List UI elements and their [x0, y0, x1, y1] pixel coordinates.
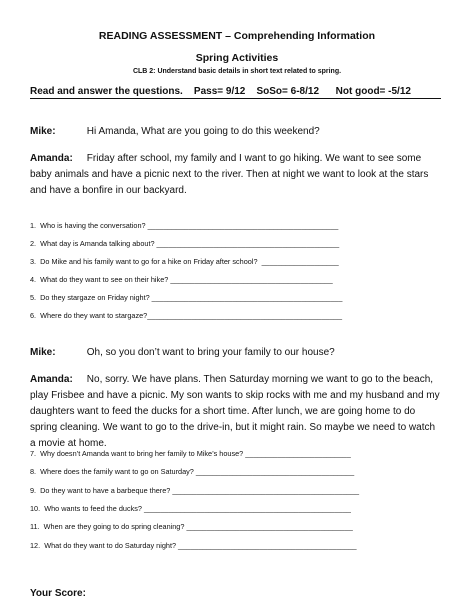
dialogue-text: No, sorry. We have plans. Then Saturday morning we want to go to the beach, play Frisbee and have a picnic. My son wants to skip rocks with me and my husband and my daughters want to feed the ducks for a short time. After lunch, we are going home to do spring cleaning. We want to go to the drive-in, but it might rain. So maybe we need to watch a movie at home. [30, 374, 440, 449]
dialogue-amanda-2 [30, 372, 442, 452]
speaker-label: Amanda: [30, 153, 73, 164]
dialogue-mike-1 [30, 124, 442, 140]
speaker-label: Mike: [30, 347, 56, 358]
dialogue-text: Friday after school, my family and I want to go hiking. We want to see some baby animals and have a picnic next to the river. Then at night we want to look at the stars and have a bonfire in our backyard. [30, 153, 429, 196]
instructions-line: Read and answer the questions. Pass= 9/12 SoSo= 6-8/12 Not good= -5/12 [30, 86, 441, 99]
dialogue-text: Hi Amanda, What are you going to do this weekend? [86, 126, 320, 137]
question-12: 12. What do they want to do Saturday night? ____________________________________________ [30, 541, 357, 550]
question-6: 6. Where do they want to stargaze?________________________________________________ [30, 311, 343, 320]
dialogue-text: Oh, so you don’t want to bring your family to our house? [86, 347, 335, 358]
question-11: 11. When are they going to do spring cleaning? _________________________________________ [30, 522, 353, 531]
question-5: 5. Do they stargaze on Friday night? _______________________________________________ [30, 293, 343, 302]
question-10: 10. Who wants to feed the ducks? ___________________________________________________ [30, 504, 351, 513]
question-2: 2. What day is Amanda talking about? _____________________________________________ [30, 239, 340, 248]
dialogue-amanda-1 [30, 151, 442, 199]
page-subtitle: Spring Activities [195, 52, 279, 64]
question-8: 8. Where does the family want to go on Saturday? _______________________________________ [30, 467, 355, 476]
page-title: READING ASSESSMENT – Comprehending Information [98, 30, 376, 42]
dialogue-mike-2 [30, 345, 442, 361]
score-label: Your Score: [30, 588, 86, 599]
question-4: 4. What do they want to see on their hike? ________________________________________ [30, 275, 333, 284]
question-3: 3. Do Mike and his family want to go for a hike on Friday after school? ___________________ [30, 257, 339, 266]
question-1: 1. Who is having the conversation? _______________________________________________ [30, 221, 339, 230]
question-9: 9. Do they want to have a barbeque there? ______________________________________________ [30, 486, 360, 495]
speaker-label: Amanda: [30, 374, 73, 385]
clb-objective: CLB 2: Understand basic details in short text related to spring. [132, 68, 342, 75]
speaker-label: Mike: [30, 126, 56, 137]
question-7: 7. Why doesn’t Amanda want to bring her family to Mike’s house? __________________________ [30, 449, 351, 458]
